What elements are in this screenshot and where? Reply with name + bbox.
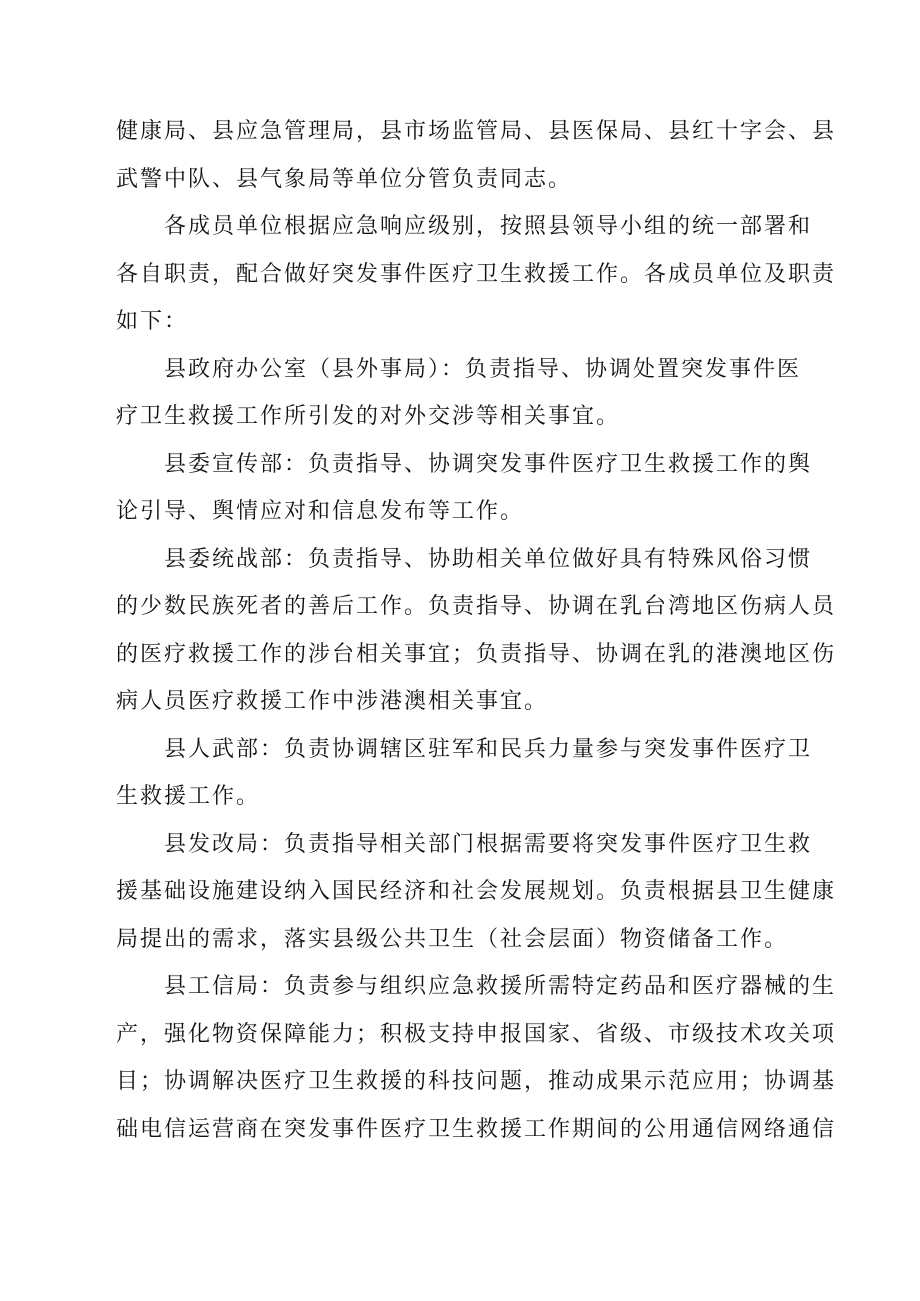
paragraph-line: 产，强化物资保障能力；积极支持申报国家、省级、市级技术攻关项 (116, 1021, 837, 1047)
paragraph-8 (116, 963, 837, 1153)
paragraph-line: 的医疗救援工作的涉台相关事宜；负责指导、协调在乳的港澳地区伤 (116, 641, 837, 667)
paragraph-2 (116, 203, 837, 346)
paragraph-line: 局提出的需求，落实县级公共卫生（社会层面）物资储备工作。 (116, 926, 789, 952)
paragraph-line: 健康局、县应急管理局，县市场监管局、县医保局、县红十字会、县 (116, 119, 837, 144)
paragraph-line: 武警中队、县气象局等单位分管负责同志。 (116, 166, 573, 192)
paragraph-1 (116, 108, 837, 203)
paragraph-line: 各自职责，配合做好突发事件医疗卫生救援工作。各成员单位及职责 (116, 261, 837, 287)
paragraph-line: 如下： (116, 309, 189, 334)
paragraph-line: 县委宣传部：负责指导、协调突发事件医疗卫生救援工作的舆 (164, 451, 813, 477)
paragraph-line: 生救援工作。 (116, 784, 261, 809)
paragraph-line: 县发改局：负责指导相关部门根据需要将突发事件医疗卫生救 (164, 831, 813, 857)
paragraph-line: 县人武部：负责协调辖区驻军和民兵力量参与突发事件医疗卫 (164, 736, 813, 762)
paragraph-line: 县政府办公室（县外事局）：负责指导、协调处置突发事件医 (164, 356, 802, 382)
paragraph-7 (116, 821, 837, 964)
paragraph-line: 目；协调解决医疗卫生救援的科技问题，推动成果示范应用；协调基 (116, 1069, 837, 1094)
paragraph-6 (116, 726, 812, 821)
paragraph-line: 础电信运营商在突发事件医疗卫生救援工作期间的公用通信网络通信 (116, 1116, 837, 1142)
paragraph-4 (116, 441, 812, 536)
paragraph-3 (116, 346, 812, 441)
paragraph-line: 县委统战部：负责指导、协助相关单位做好具有特殊风俗习惯 (164, 546, 813, 572)
paragraph-line: 各成员单位根据应急响应级别，按照县领导小组的统一部署和 (164, 214, 813, 239)
paragraph-line: 的少数民族死者的善后工作。负责指导、协调在乳台湾地区伤病人员 (116, 594, 837, 619)
paragraph-5 (116, 536, 837, 726)
paragraph-line: 县工信局：负责参与组织应急救援所需特定药品和医疗器械的生 (164, 974, 837, 999)
paragraph-line: 论引导、舆情应对和信息发布等工作。 (116, 499, 525, 524)
paragraph-line: 疗卫生救援工作所引发的对外交涉等相关事宜。 (116, 404, 621, 429)
document-body (116, 108, 837, 1153)
paragraph-line: 病人员医疗救援工作中涉港澳相关事宜。 (116, 689, 549, 714)
paragraph-line: 援基础设施建设纳入国民经济和社会发展规划。负责根据县卫生健康 (116, 879, 837, 904)
